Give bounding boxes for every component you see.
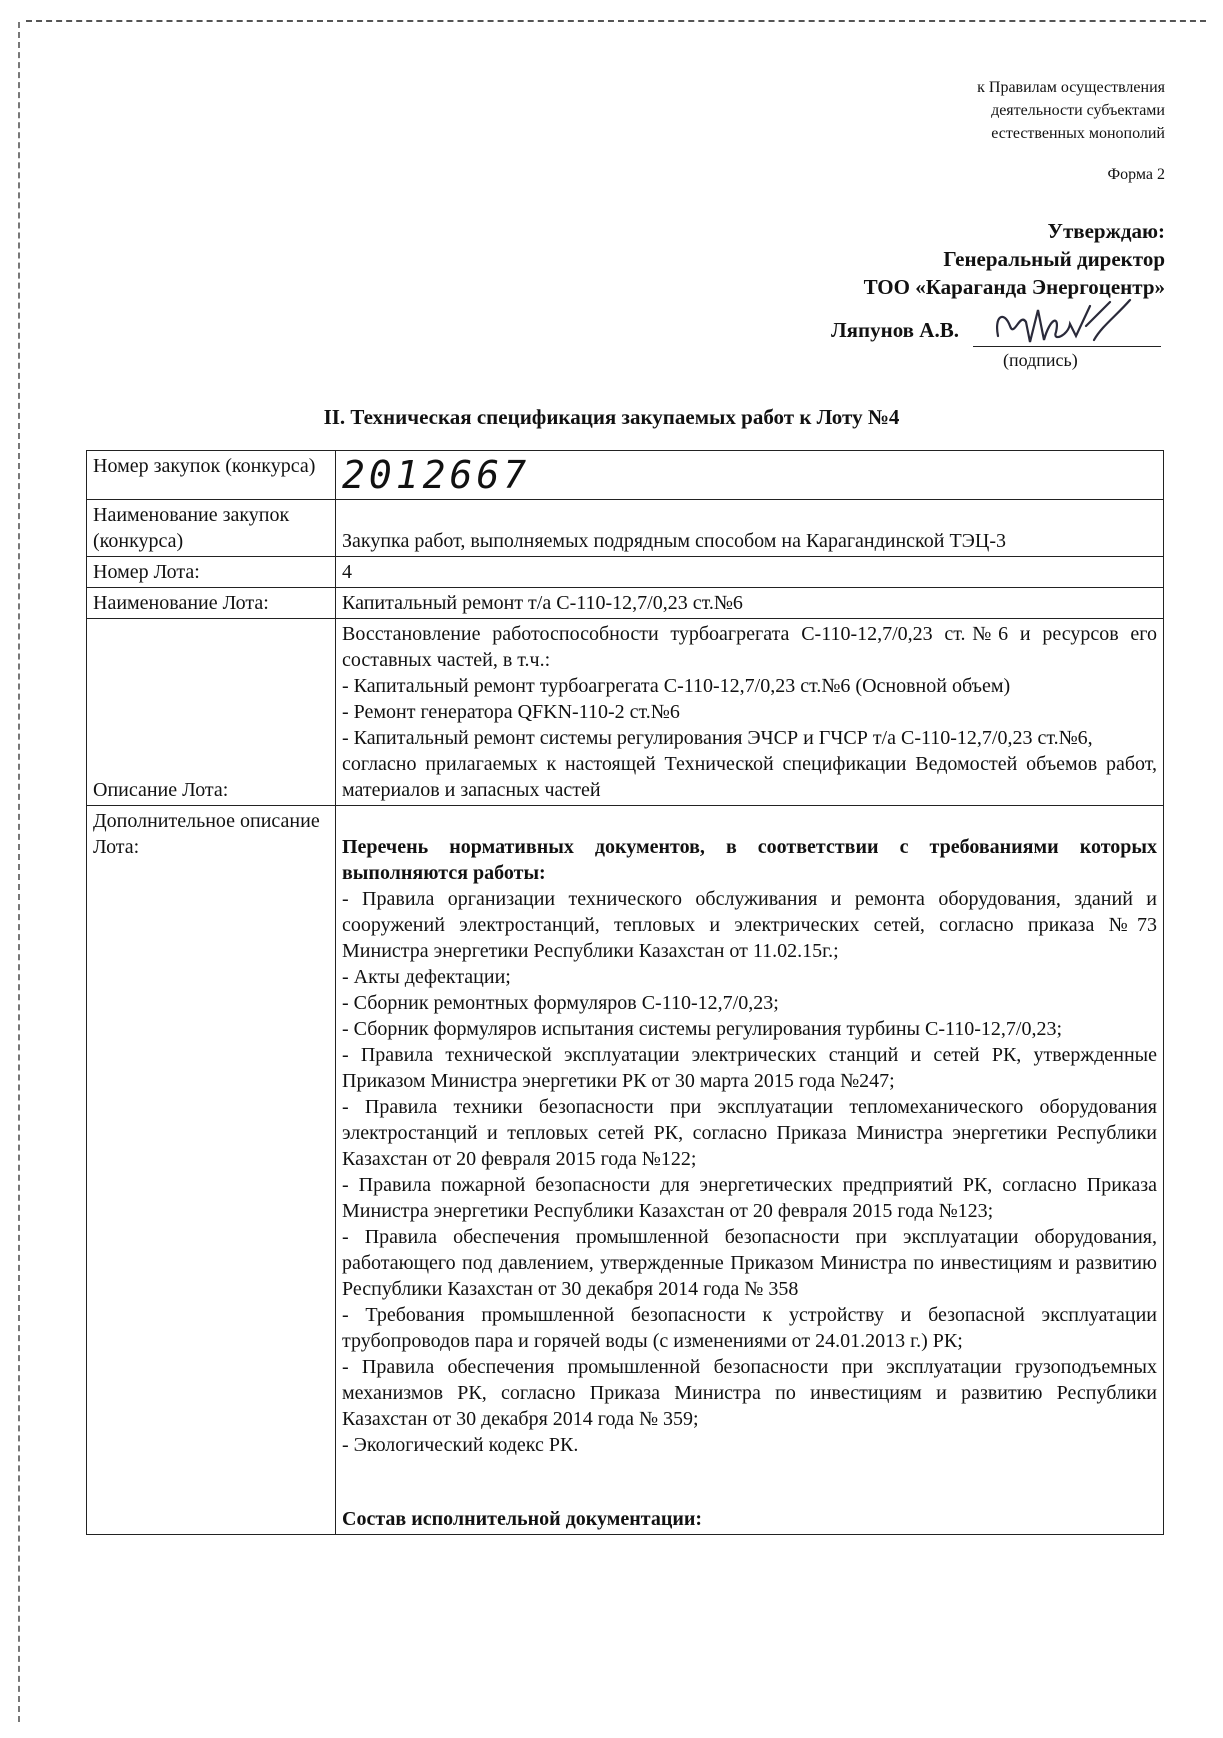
- page-title: II. Техническая спецификация закупаемых работ к Лоту №4: [323, 405, 900, 429]
- row-value: Капитальный ремонт т/а С-110-12,7/0,23 ст.№6: [336, 588, 1164, 619]
- approve-line: ТОО «Караганда Энергоцентр»: [863, 275, 1165, 299]
- normative-doc-item: - Правила обеспечения промышленной безопасности при эксплуатации грузоподъемных механизмов РК, согласно Приказа Министра по инвестициям и развитию Республики Казахстан от 30 декабря 2014 года № 359;: [342, 1356, 1157, 1430]
- normative-doc-item: - Акты дефектации;: [342, 966, 511, 988]
- signer-name: Ляпунов А.В.: [831, 318, 959, 342]
- normative-doc-item: - Сборник формуляров испытания системы регулирования турбины С-110-12,7/0,23;: [342, 1018, 1063, 1040]
- normative-docs-heading: Перечень нормативных документов, в соответствии с требованиями которых выполняются работы:: [342, 836, 1157, 884]
- row-value: 4: [336, 557, 1164, 588]
- normative-doc-item: - Требования промышленной безопасности к устройству и безопасной эксплуатации трубопроводов пара и горячей воды (с изменениями от 24.01.2013 г.) РК;: [342, 1304, 1157, 1352]
- approve-line: Утверждаю:: [1047, 219, 1165, 243]
- row-label: Наименование закупок (конкурса): [87, 500, 336, 557]
- row-label: Дополнительное описание Лота:: [87, 806, 336, 1535]
- scan-border-left: [18, 22, 20, 1722]
- normative-doc-item: - Правила организации технического обслуживания и ремонта оборудования, зданий и сооружений электростанций, тепловых и электрических сетей, согласно приказа №73 Министра энергетики Республики Казахстан от 11.02.15г.;: [342, 888, 1157, 962]
- table-row: [87, 451, 1164, 500]
- approval-block: [864, 217, 1165, 301]
- normative-doc-item: - Правила техники безопасности при эксплуатации тепломеханического оборудования электростанций и тепловых сетей РК, согласно Приказа Министра энергетики Республики Казахстан от 20 февраля 2015 года №122;: [342, 1096, 1157, 1170]
- row-label: Наименование Лота:: [87, 588, 336, 619]
- row-label: Описание Лота:: [87, 619, 336, 806]
- row-label: Номер Лота:: [87, 557, 336, 588]
- extra-description: [336, 806, 1164, 1535]
- table-row: [87, 588, 1164, 619]
- table-row: [87, 619, 1164, 806]
- description-line: согласно прилагаемых к настоящей Технической спецификации Ведомостей объемов работ, материалов и запасных частей: [342, 753, 1157, 801]
- executive-docs-heading: Состав исполнительной документации:: [342, 1508, 703, 1530]
- row-value: Закупка работ, выполняемых подрядным способом на Карагандинской ТЭЦ-3: [336, 500, 1164, 557]
- row-label: Номер закупок (конкурса): [87, 451, 336, 500]
- signature-caption: (подпись): [1003, 350, 1078, 370]
- normative-doc-item: - Правила пожарной безопасности для энергетических предприятий РК, согласно Приказа Министра энергетики Республики Казахстан от 20 февраля 2015 года №123;: [342, 1174, 1157, 1222]
- form-number: Форма 2: [1107, 166, 1165, 183]
- row-value: [336, 451, 1164, 500]
- normative-doc-item: - Правила технической эксплуатации электрических станций и сетей РК, утвержденные Приказом Министра энергетики РК от 30 марта 2015 года №247;: [342, 1044, 1157, 1092]
- table-row: [87, 806, 1164, 1535]
- specification-table: [86, 450, 1164, 1535]
- spacer: [342, 1458, 1157, 1506]
- ref-line: естественных монополий: [991, 125, 1165, 142]
- description-line: Восстановление работоспособности турбоагрегата С-110-12,7/0,23 ст.№6 и ресурсов его составных частей, в т.ч.:: [342, 623, 1157, 671]
- spacer: [342, 808, 1157, 834]
- handwritten-procurement-number: 2012667: [342, 453, 531, 497]
- table-row: [87, 557, 1164, 588]
- normative-doc-item: - Сборник ремонтных формуляров С-110-12,7/0,23;: [342, 992, 779, 1014]
- approve-line: Генеральный директор: [943, 247, 1165, 271]
- signature-line: [973, 346, 1161, 347]
- table-row: [87, 500, 1164, 557]
- description-line: - Капитальный ремонт турбоагрегата С-110-12,7/0,23 ст.№6 (Основной объем): [342, 675, 1011, 697]
- rules-reference: [977, 76, 1165, 145]
- description-line: - Капитальный ремонт системы регулирования ЭЧСР и ГЧСР т/а С-110-12,7/0,23 ст.№6,: [342, 727, 1093, 749]
- lot-description: [336, 619, 1164, 806]
- ref-line: деятельности субъектами: [991, 102, 1165, 119]
- description-line: - Ремонт генератора QFKN-110-2 ст.№6: [342, 701, 680, 723]
- normative-doc-item: - Экологический кодекс РК.: [342, 1434, 579, 1456]
- normative-doc-item: - Правила обеспечения промышленной безопасности при эксплуатации оборудования, работающего под давлением, утвержденные Приказом Министра по инвестициям и развитию Республики Казахстан от 30 декабря 2014 года № 358: [342, 1226, 1157, 1300]
- ref-line: к Правилам осуществления: [977, 79, 1165, 96]
- scan-border-top: [26, 20, 1206, 22]
